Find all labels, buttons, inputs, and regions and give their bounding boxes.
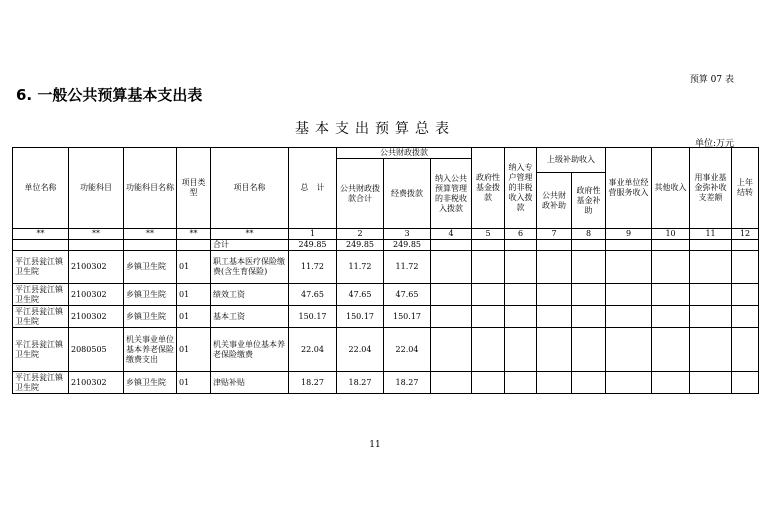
row-total: 22.04 xyxy=(289,328,337,372)
total-pf-sum: 249.85 xyxy=(337,240,384,251)
row-unit: 平江县瓮江镇卫生院 xyxy=(13,306,69,328)
row-item: 绩效工资 xyxy=(211,284,289,306)
header-sup-public: 公共财政补助 xyxy=(537,173,572,229)
row-unit: 平江县瓮江镇卫生院 xyxy=(13,251,69,284)
row-fund: 150.17 xyxy=(384,306,431,328)
header-item-type: 项目类型 xyxy=(177,148,211,229)
col-number: 7 xyxy=(537,229,572,240)
star-cell: ** xyxy=(124,229,177,240)
table-row xyxy=(13,251,759,284)
star-cell: ** xyxy=(69,229,124,240)
row-type: 01 xyxy=(177,328,211,372)
table-row xyxy=(13,372,759,394)
row-func: 乡镇卫生院 xyxy=(124,372,177,394)
row-pf-sum: 18.27 xyxy=(337,372,384,394)
row-code: 2100302 xyxy=(69,306,124,328)
col-number: 2 xyxy=(337,229,384,240)
section-title: 6. 一般公共预算基本支出表 xyxy=(16,86,203,104)
header-func-code: 功能科目 xyxy=(69,148,124,229)
star-cell: ** xyxy=(211,229,289,240)
col-number: 11 xyxy=(690,229,732,240)
col-number: 4 xyxy=(431,229,472,240)
header-unit-name: 单位名称 xyxy=(13,148,69,229)
row-fund: 47.65 xyxy=(384,284,431,306)
budget-table xyxy=(12,147,759,394)
row-item: 津贴补贴 xyxy=(211,372,289,394)
row-code: 2100302 xyxy=(69,284,124,306)
row-type: 01 xyxy=(177,251,211,284)
header-other: 其他收入 xyxy=(652,148,690,229)
star-cell: ** xyxy=(13,229,69,240)
header-balance: 用事业基金弥补收支差额 xyxy=(690,148,732,229)
row-item: 机关事业单位基本养老保险缴费 xyxy=(211,328,289,372)
row-code: 2100302 xyxy=(69,251,124,284)
row-code: 2100302 xyxy=(69,372,124,394)
header-carryover: 上年结转 xyxy=(732,148,759,229)
row-fund: 18.27 xyxy=(384,372,431,394)
row-pf-sum: 11.72 xyxy=(337,251,384,284)
row-total: 150.17 xyxy=(289,306,337,328)
col-number: 1 xyxy=(289,229,337,240)
header-item-name: 项目名称 xyxy=(211,148,289,229)
col-number: 12 xyxy=(732,229,759,240)
header-pf-sum: 公共财政拨款合计 xyxy=(337,159,384,229)
table-title: 基本支出预算总表 xyxy=(295,121,455,137)
total-label: 合计 xyxy=(211,240,289,251)
header-public-finance: 公共财政拨款 xyxy=(337,148,472,159)
total-fund: 249.85 xyxy=(384,240,431,251)
header-sup-gov: 政府性基金补助 xyxy=(572,173,606,229)
col-number: 6 xyxy=(505,229,537,240)
header-fund: 经费拨款 xyxy=(384,159,431,229)
row-code: 2080505 xyxy=(69,328,124,372)
row-fund: 11.72 xyxy=(384,251,431,284)
col-number: 5 xyxy=(472,229,505,240)
row-unit: 平江县瓮江镇卫生院 xyxy=(13,284,69,306)
row-type: 01 xyxy=(177,306,211,328)
star-cell: ** xyxy=(177,229,211,240)
row-func: 乡镇卫生院 xyxy=(124,251,177,284)
row-func: 乡镇卫生院 xyxy=(124,306,177,328)
unit-label: 单位:万元 xyxy=(694,139,734,149)
header-special-account: 纳入专户管理的非税收入拨款 xyxy=(505,148,537,229)
page-number: 11 xyxy=(369,440,381,450)
row-unit: 平江县瓮江镇卫生院 xyxy=(13,328,69,372)
col-number: 8 xyxy=(572,229,606,240)
row-total: 11.72 xyxy=(289,251,337,284)
col-number: 3 xyxy=(384,229,431,240)
table-row xyxy=(13,328,759,372)
table-row xyxy=(13,284,759,306)
total-row xyxy=(13,240,759,251)
header-included-public: 纳入公共预算管理的非税收入拨款 xyxy=(431,159,472,229)
row-unit: 平江县瓮江镇卫生院 xyxy=(13,372,69,394)
document-code: 预算 07 表 xyxy=(689,75,734,85)
header-total: 总 计 xyxy=(289,148,337,229)
row-pf-sum: 47.65 xyxy=(337,284,384,306)
row-type: 01 xyxy=(177,284,211,306)
row-item: 职工基本医疗保险缴费(含生育保险) xyxy=(211,251,289,284)
row-func: 机关事业单位基本养老保险缴费支出 xyxy=(124,328,177,372)
col-number: 9 xyxy=(606,229,652,240)
header-gov-fund: 政府性基金拨款 xyxy=(472,148,505,229)
row-item: 基本工资 xyxy=(211,306,289,328)
row-func: 乡镇卫生院 xyxy=(124,284,177,306)
row-pf-sum: 150.17 xyxy=(337,306,384,328)
table-row xyxy=(13,306,759,328)
header-func-name: 功能科目名称 xyxy=(124,148,177,229)
row-total: 18.27 xyxy=(289,372,337,394)
total-value: 249.85 xyxy=(289,240,337,251)
header-business: 事业单位经营服务收入 xyxy=(606,148,652,229)
row-total: 47.65 xyxy=(289,284,337,306)
row-pf-sum: 22.04 xyxy=(337,328,384,372)
header-superior: 上级补助收入 xyxy=(537,148,606,173)
row-type: 01 xyxy=(177,372,211,394)
row-fund: 22.04 xyxy=(384,328,431,372)
col-number: 10 xyxy=(652,229,690,240)
